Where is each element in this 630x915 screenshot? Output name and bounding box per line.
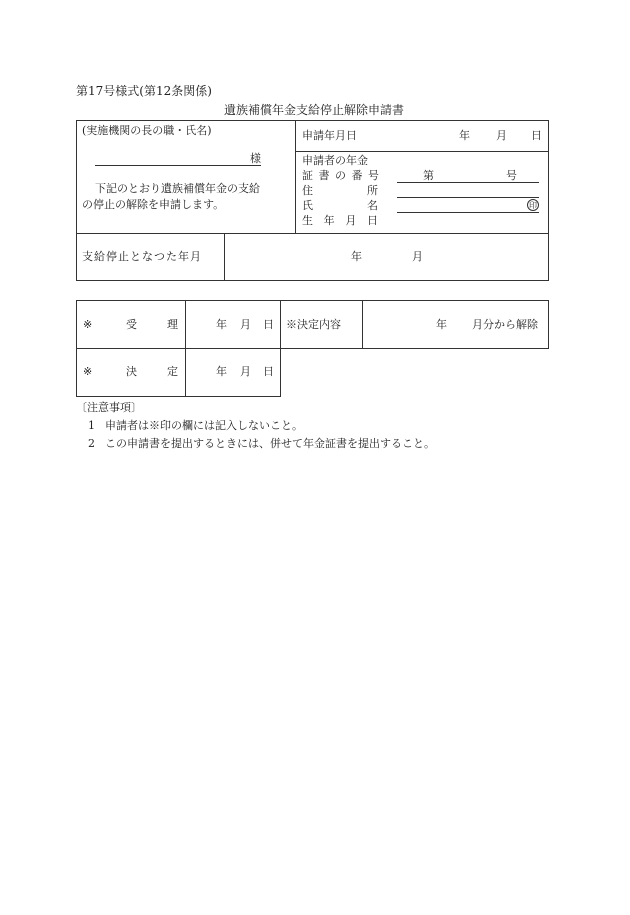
form-title: 遺族補償年金支給停止解除申請書 [224,103,405,117]
receipt-label-char: 理 [167,318,178,331]
decision-content-year: 年 [436,318,447,331]
birth-date-label-char: 日 [366,214,378,227]
application-date-year: 年 [459,129,470,142]
recipient-label: (実施機関の長の職・氏名) [82,124,212,137]
application-date-label: 申請年月日 [302,129,357,142]
receipt-label [126,318,178,331]
seal-icon: 印 [529,201,537,210]
receipt-date-year: 年 [216,318,227,331]
suspension-row-divider [76,233,549,234]
name-label-char: 氏 [302,199,313,212]
office-divider-2 [280,300,281,349]
application-date-month: 月 [496,129,507,142]
office-divider-3 [362,300,363,349]
address-label-char: 所 [367,184,378,197]
birth-date-label-char: 年 [323,214,335,227]
certificate-number-line[interactable] [397,182,539,183]
form-number: 第17号様式(第12条関係) [76,84,212,98]
note-text: 申請者は※印の欄には記入しないこと。 [105,419,303,432]
certificate-number-suffix: 号 [506,169,517,182]
certificate-label-line2: 証 書 の 番 号 [302,169,380,182]
suspension-month-label: 支給停止となつた年月 [82,250,202,263]
name-label [302,199,378,212]
decision-date-day: 日 [263,365,274,378]
decision-label-char: 決 [126,365,137,378]
address-label-char: 住 [302,184,313,197]
receipt-label-char: 受 [126,318,137,331]
recipient-name-line[interactable] [95,165,261,166]
suspension-month: 月 [412,250,423,263]
notes-heading: 〔注意事項〕 [76,401,142,414]
receipt-mark: ※ [83,318,93,331]
decision-content-text: 月分から解除 [472,318,538,331]
office-divider-1 [185,300,186,397]
note-number: 1 [88,419,95,432]
decision-label-char: 定 [167,365,178,378]
birth-date-label-char: 生 [302,214,313,227]
application-divider-vertical [295,120,296,233]
name-label-char: 名 [367,199,378,212]
date-row-divider [295,151,549,152]
application-date-day: 日 [531,129,542,142]
decision-label [126,365,178,378]
decision-date-month: 月 [240,365,251,378]
suspension-year: 年 [351,250,362,263]
receipt-date-day: 日 [263,318,274,331]
receipt-date-month: 月 [240,318,251,331]
certificate-number-prefix: 第 [423,169,434,182]
decision-date-year: 年 [216,365,227,378]
suspension-divider-vertical [224,233,225,281]
certificate-label-line1: 申請者の年金 [302,154,368,167]
application-statement-line1: 下記のとおり遺族補償年金の支給 [95,182,260,195]
name-line[interactable] [397,212,539,213]
honorific: 様 [250,152,261,165]
decision-mark: ※ [83,365,93,378]
birth-date-label [302,214,378,227]
note-number: 2 [88,437,95,450]
address-label [302,184,378,197]
decision-content-label: ※決定内容 [286,318,341,331]
address-line[interactable] [397,197,539,198]
birth-date-label-char: 月 [345,214,357,227]
application-statement-line2: の停止の解除を申請します。 [82,198,225,211]
note-text: この申請書を提出するときには、併せて年金証書を提出すること。 [105,437,435,450]
